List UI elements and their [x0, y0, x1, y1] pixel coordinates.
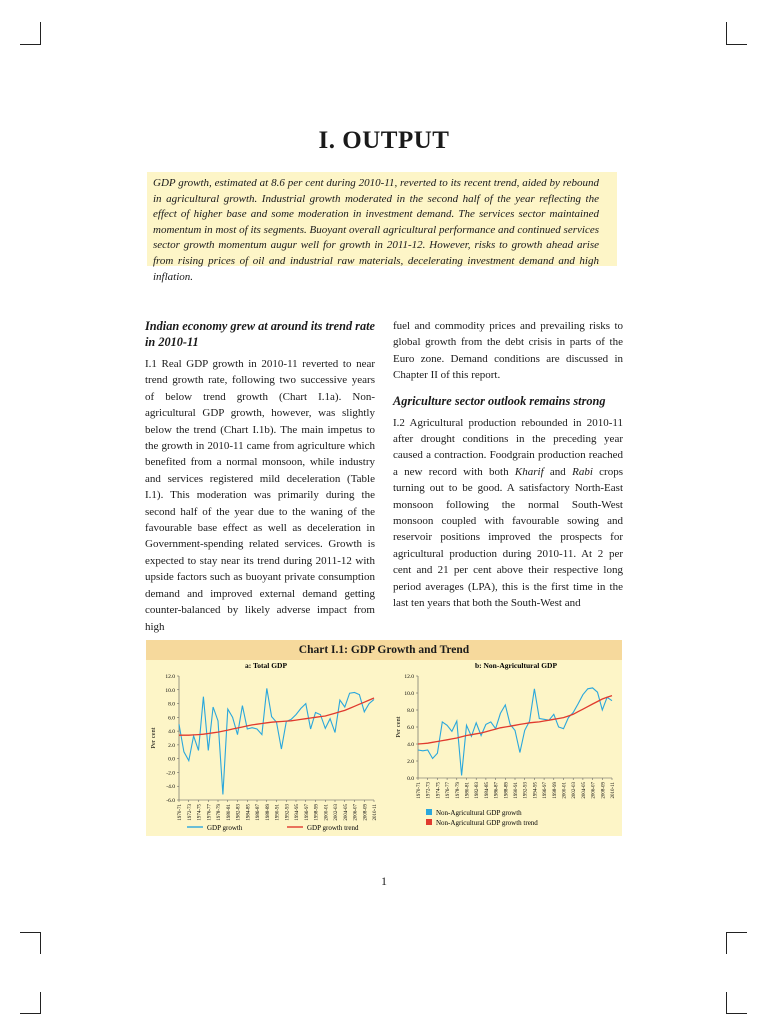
y-tick-label: 4.0 — [168, 729, 175, 736]
x-tick-label: 2000-01 — [562, 782, 568, 799]
x-tick-label: 1992-93 — [285, 804, 291, 821]
x-tick-label: 2002-03 — [572, 782, 578, 799]
crop-mark — [726, 1013, 747, 1014]
y-tick-label: 2.0 — [168, 742, 175, 749]
legend-label: GDP growth trend — [307, 824, 359, 832]
x-tick-label: 1986-87 — [494, 782, 500, 799]
y-axis-label: Per cent — [150, 727, 157, 749]
series-line-trend — [418, 696, 612, 744]
y-tick-label: 6.0 — [168, 715, 175, 722]
x-tick-label: 1988-89 — [504, 782, 510, 799]
x-tick-label: 1974-75 — [436, 782, 442, 799]
left-column — [145, 318, 375, 642]
y-tick-label: 12.0 — [404, 674, 414, 680]
y-tick-label: 12.0 — [165, 674, 175, 680]
y-tick-label: 0.0 — [407, 776, 414, 782]
section-heading: Indian economy grew at around its trend rate in 2010-11 — [145, 319, 375, 349]
legend-swatch — [426, 809, 432, 815]
kharif-term: Kharif — [514, 465, 544, 478]
y-tick-label: 4.0 — [407, 742, 414, 748]
crop-mark — [726, 22, 727, 45]
x-tick-label: 1990-91 — [275, 804, 281, 821]
legend-label: Non-Agricultural GDP growth trend — [436, 819, 538, 827]
legend-label: Non-Agricultural GDP growth — [436, 809, 522, 817]
x-tick-label: 1982-83 — [236, 804, 242, 821]
x-tick-label: 2002-03 — [334, 804, 339, 821]
legend-swatch — [426, 819, 432, 825]
chart-panel-title: b: Non-Agricultural GDP — [474, 661, 558, 670]
x-tick-label: 2010-11 — [373, 804, 378, 821]
x-tick-label: 1998-99 — [314, 804, 320, 821]
x-tick-label: 1972-73 — [187, 804, 193, 821]
x-tick-label: 1996-97 — [543, 782, 549, 799]
x-tick-label: 1994-95 — [295, 804, 300, 821]
x-tick-label: 1972-73 — [426, 782, 432, 799]
x-tick-label: 1996-97 — [304, 804, 310, 821]
paragraph — [393, 415, 623, 612]
page-title: I. OUTPUT — [318, 127, 450, 154]
x-tick-label: 2006-07 — [353, 804, 359, 821]
x-tick-label: 1982-83 — [475, 782, 481, 799]
x-tick-label: 1980-81 — [226, 804, 232, 821]
x-tick-label: 1980-81 — [465, 782, 471, 799]
y-tick-label: 6.0 — [407, 725, 414, 731]
series-line-trend — [179, 698, 374, 735]
x-tick-label: 2008-09 — [363, 804, 369, 821]
crop-mark — [40, 992, 41, 1014]
paragraph-text: and — [543, 465, 573, 478]
x-tick-label: 1976-77 — [446, 782, 452, 799]
crop-mark — [40, 932, 41, 954]
y-axis-label: Per cent — [395, 716, 402, 738]
rabi-term: Rabi — [572, 465, 593, 478]
x-tick-label: 1976-77 — [207, 804, 213, 821]
y-tick-label: 10.0 — [404, 691, 414, 697]
page-number: 1 — [381, 874, 387, 888]
x-tick-label: 1998-99 — [552, 782, 558, 799]
chart-svg — [146, 660, 622, 836]
x-tick-label: 1978-79 — [455, 782, 461, 799]
x-tick-label: 2008-09 — [601, 782, 607, 799]
y-tick-label: 0.0 — [168, 756, 175, 763]
x-tick-label: 1990-91 — [514, 782, 519, 799]
crop-mark — [20, 44, 41, 45]
x-tick-label: 2004-05 — [581, 782, 587, 799]
x-tick-label: 1992-93 — [523, 782, 529, 799]
series-line-actual — [418, 688, 612, 776]
x-tick-label: 1986-87 — [256, 804, 261, 821]
paragraph: fuel and commodity prices and prevailing risks to global growth from the debt crisis in parts of the Euro zone. Demand conditions are discussed in Chapter II of this report. — [393, 320, 623, 382]
right-column — [393, 318, 623, 619]
crop-mark — [20, 932, 41, 933]
x-tick-label: 2006-07 — [591, 782, 597, 799]
x-tick-label: 1970-71 — [417, 782, 422, 799]
crop-mark — [726, 44, 747, 45]
chart-title: Chart I.1: GDP Growth and Trend — [146, 640, 622, 660]
x-tick-label: 1988-89 — [265, 804, 271, 821]
x-tick-label: 1994-95 — [533, 782, 539, 799]
x-tick-label: 2000-01 — [324, 804, 330, 821]
y-tick-label: -2.0 — [166, 770, 175, 777]
x-tick-label: 1984-85 — [246, 804, 252, 821]
crop-mark — [726, 932, 727, 954]
x-tick-label: 2010-11 — [611, 782, 616, 799]
y-tick-label: 2.0 — [407, 759, 414, 765]
x-tick-label: 1978-79 — [217, 804, 222, 821]
crop-mark — [726, 932, 747, 933]
paragraph: I.1 Real GDP growth in 2010-11 reverted to near trend growth rate, following two successive years of below trend growth (Chart I.1a). Non-agricultural GDP growth, however, was slightly below the trend (Chart I.1b). The main impetus to the growth in 2010-11 came from agriculture which benefited from a normal monsoon, while industry and services registered mild deceleration (Table I.1). This moderation was primarily during the second half of the year due to the waning of the favourable base effect as well as deceleration in Government-spending related services. Growth is expected to stay near its trend during 2011-12 with upside factors such as buoyant private consumption demand and improved external demand getting counter-balanced by likely adverse impact from high — [145, 358, 375, 633]
x-tick-label: 1970-71 — [178, 804, 183, 821]
section-heading: Agriculture sector outlook remains strong — [393, 393, 606, 408]
crop-mark — [20, 1013, 41, 1014]
legend-label: GDP growth — [207, 824, 243, 832]
chart-panel-title: a: Total GDP — [244, 661, 288, 670]
x-tick-label: 2004-05 — [343, 804, 349, 821]
crop-mark — [40, 22, 41, 45]
summary-box: GDP growth, estimated at 8.6 per cent during 2010-11, reverted to its recent trend, aided by rebound in agricultural growth. Industrial growth moderated in the second half of the year reflecting the effect of higher base and some moderation in investment demand. The services sector maintained momentum in most of its segments. Buoyant overall agricultural performance and continued services sector growth momentum augur well for growth in 2011-12. However, risks to growth ahead arise from rising prices of oil and industrial raw materials, decelerating investment demand and high inflation. — [147, 172, 617, 266]
paragraph-text: I.2 Agricultural production rebounded in 2010-11 after drought conditions in the preceding year caused a contraction. Foodgrain production reached a new record with both — [393, 416, 623, 478]
crop-mark — [726, 992, 727, 1014]
y-tick-label: 8.0 — [168, 701, 175, 708]
series-line-actual — [179, 688, 374, 794]
x-tick-label: 1974-75 — [197, 804, 203, 821]
y-tick-label: 8.0 — [407, 708, 414, 714]
y-tick-label: -4.0 — [166, 784, 175, 791]
chart-panel — [146, 640, 622, 836]
y-tick-label: -6.0 — [166, 798, 175, 804]
y-tick-label: 10.0 — [165, 687, 175, 694]
x-tick-label: 1984-85 — [484, 782, 490, 799]
paragraph-text: crops turning out to be good. A satisfactory North-East monsoon following the normal South-West monsoon coupled with favourable sowing and reservoir positions improved the prospects for agricultural production during 2010-11. At 2 per cent and 21 per cent above their respective long period averages (LPA), this is the first time in the last ten years that both the South-West and — [393, 465, 623, 610]
